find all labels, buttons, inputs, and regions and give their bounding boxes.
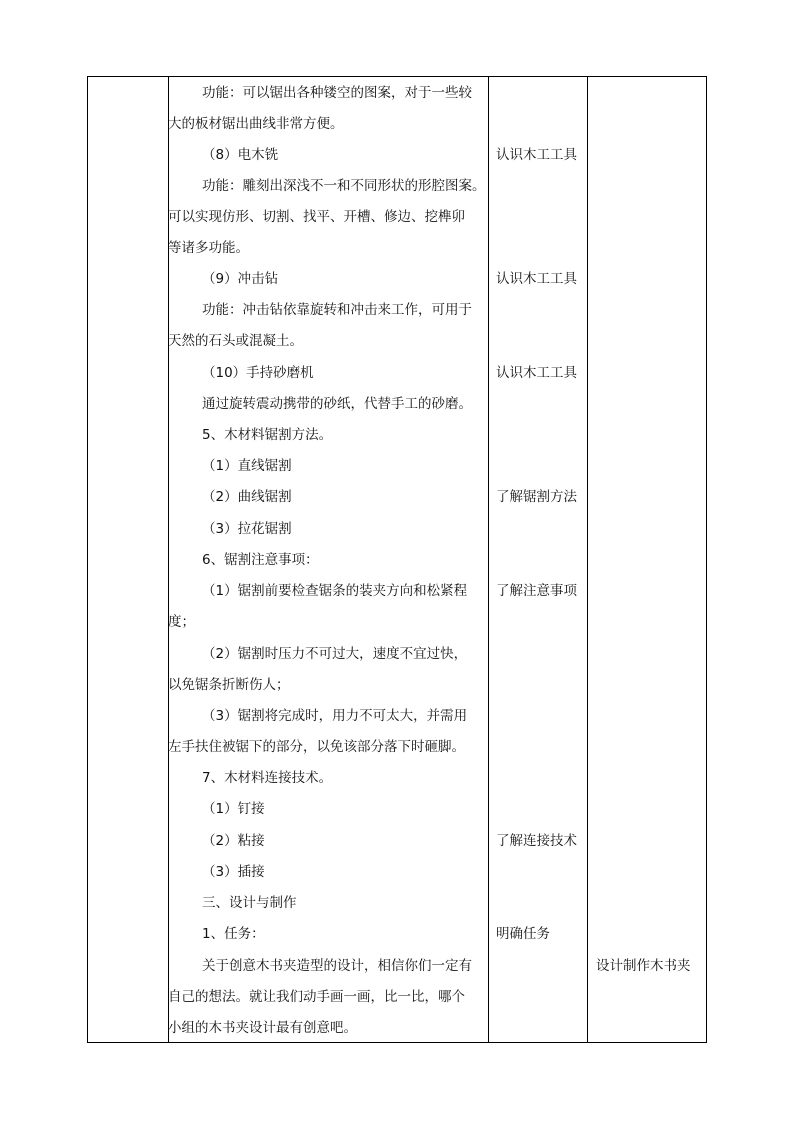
content-line: 自己的想法。就让我们动手画一画，比一比，哪个: [168, 989, 465, 1005]
content-line: 天然的石头或混凝土。: [168, 333, 303, 349]
content-line: 小组的木书夹设计最有创意吧。: [168, 1020, 357, 1036]
content-line: （2）曲线锯割: [202, 489, 292, 505]
content-line: 通过旋转震动携带的砂纸，代替手工的砂磨。: [202, 396, 472, 412]
content-line: 1、任务：: [202, 926, 265, 942]
content-line: 功能：雕刻出深浅不一和不同形状的形腔图案。: [202, 178, 486, 194]
content-line: 等诸多功能。: [168, 240, 249, 256]
column-divider: [488, 77, 489, 1042]
student-activity-label: 认识木工工具: [496, 365, 577, 381]
content-line: 6、锯割注意事项：: [202, 552, 319, 568]
student-activity-label: 明确任务: [496, 926, 550, 942]
content-line: （3）锯割将完成时，用力不可太大，并需用: [202, 708, 468, 724]
content-line: （3）拉花锯割: [202, 521, 292, 537]
content-line: （1）直线锯割: [202, 458, 292, 474]
student-activity-label: 了解锯割方法: [496, 489, 577, 505]
content-line: 度；: [168, 614, 195, 630]
content-line: 7、木材料连接技术。: [202, 770, 333, 786]
content-line: 关于创意木书夹造型的设计，相信你们一定有: [202, 958, 472, 974]
content-line: 可以实现仿形、切割、找平、开槽、修边、挖榫卯: [168, 209, 465, 225]
content-line: 三、设计与制作: [202, 895, 297, 911]
content-line: 5、木材料锯割方法。: [202, 427, 333, 443]
student-activity-label: 认识木工工具: [496, 271, 577, 287]
content-line: （10）手持砂磨机: [202, 365, 314, 381]
content-line: （2）粘接: [202, 833, 265, 849]
content-line: （8）电木铣: [202, 147, 279, 163]
student-activity-label: 了解注意事项: [496, 583, 577, 599]
design-intent-label: 设计制作木书夹: [596, 958, 691, 974]
content-line: 功能：可以锯出各种镂空的图案，对于一些较: [202, 85, 472, 101]
content-line: （1）锯割前要检查锯条的装夹方向和松紧程: [202, 583, 468, 599]
column-divider: [587, 77, 588, 1042]
student-activity-label: 认识木工工具: [496, 147, 577, 163]
content-line: 左手扶住被锯下的部分，以免该部分落下时砸脚。: [168, 739, 465, 755]
content-line: （3）插接: [202, 864, 265, 880]
student-activity-label: 了解连接技术: [496, 833, 577, 849]
content-line: 功能：冲击钻依靠旋转和冲击来工作，可用于: [202, 302, 472, 318]
content-line: （2）锯割时压力不可过大，速度不宜过快，: [202, 646, 468, 662]
content-line: 以免锯条折断伤人；: [168, 677, 290, 693]
content-line: （1）钉接: [202, 801, 265, 817]
content-line: （9）冲击钻: [202, 271, 279, 287]
content-line: 大的板材锯出曲线非常方便。: [168, 116, 344, 132]
